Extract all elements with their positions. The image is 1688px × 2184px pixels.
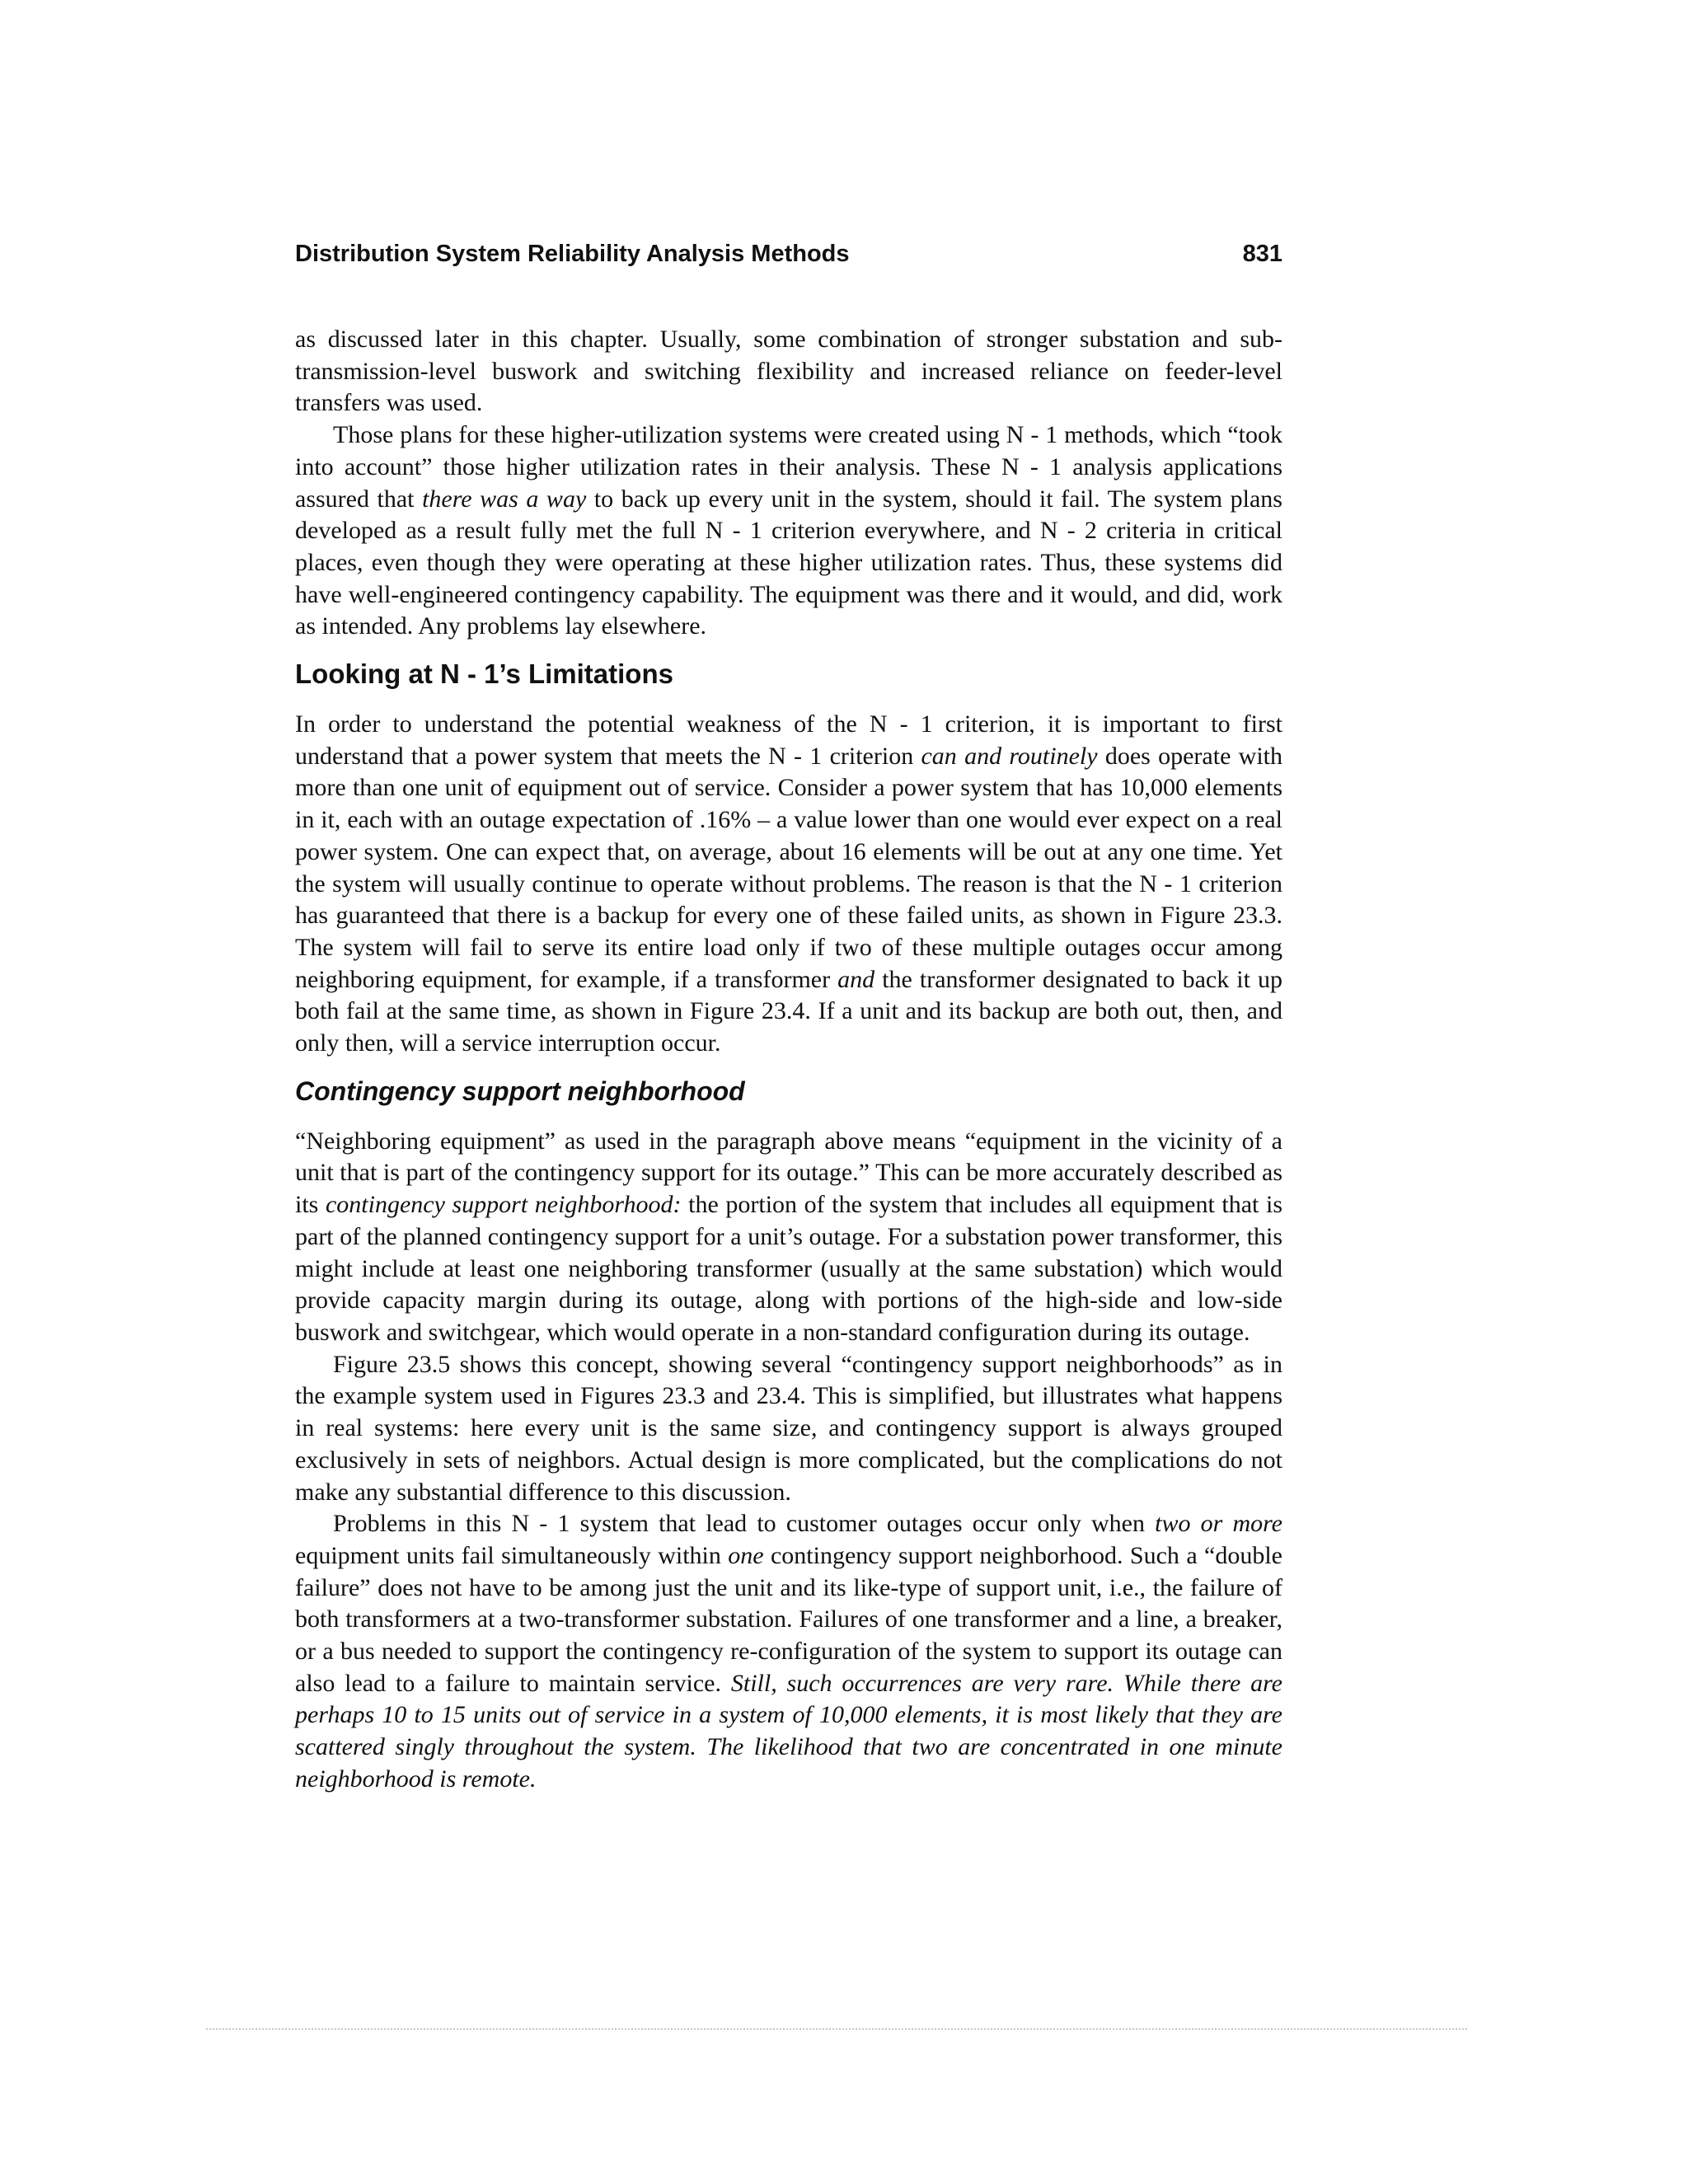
emphasis-text: contingency support neighborhood:: [325, 1191, 682, 1219]
paragraph-text: the portion of the system that includes all equipment that is part of the planned contingency support for a unit’s outage. For a substation power transformer, this might include at least one neighboring transformer (usually at the same substation) which would provide capacity margin during its outage, along with portions of the high-side and low-side buswork and switchgear, which would operate in a non-standard configuration during its outage.: [295, 1191, 1282, 1346]
paragraph-figure-23-5: [295, 1349, 1282, 1509]
paragraph-neighboring-equipment: [295, 1126, 1282, 1349]
paragraph-text: equipment units fail simultaneously within: [295, 1541, 729, 1569]
paragraph-text: “Neighboring equipment” as used in the paragraph above means “equipment in the vicinity of a unit that is part of the contingency support for its outage.” This can be more accurately described as its: [295, 1127, 1282, 1219]
paragraph-text: In order to understand the potential weakness of the N - 1 criterion, it is important to first understand that a power system that meets the N - 1 criterion: [295, 710, 1282, 770]
emphasis-text: can and routinely: [921, 742, 1098, 770]
emphasis-text: and: [837, 965, 875, 993]
paragraph-text: Those plans for these higher-utilization systems were created using N - 1 methods, which “took into account” those higher utilization rates in their analysis. These N - 1 analysis applications assured that: [295, 421, 1282, 513]
page-header: [295, 241, 1282, 274]
paragraph-n1-plans: [295, 419, 1282, 643]
paragraph-limitations: [295, 709, 1282, 1060]
section-heading-limitations: Looking at N - 1’s Limitations: [295, 658, 673, 690]
emphasis-text: Still, such occurrences are very rare. While there are perhaps 10 to 15 units out of service in a system of 10,000 elements, it is most likely that they are scattered singly throughout the system. The likelihood that two are concentrated in one minute neighborhood is remote.: [295, 1669, 1282, 1793]
page-number: 831: [1242, 241, 1282, 267]
paragraph-text: Figure 23.5 shows this concept, showing several “contingency support neighborhoods” as in the example system used in Figures 23.3 and 23.4. This is simplified, but illustrates what happens in real systems: here every unit is the same size, and contingency support is always grouped exclusively in sets of neighbors. Actual design is more complicated, but the complications do not make any substantial difference to this discussion.: [295, 1350, 1282, 1506]
running-title: Distribution System Reliability Analysis Methods: [295, 241, 850, 267]
subsection-heading-neighborhood: Contingency support neighborhood: [295, 1076, 745, 1106]
page-body: [295, 324, 1282, 1796]
paragraph-text: the transformer designated to back it up both fail at the same time, as shown in Figure 23.4. If a unit and its backup are both out, then, and only then, will a service interruption occur.: [295, 965, 1282, 1057]
emphasis-text: one: [728, 1541, 764, 1569]
paragraph-continuation: [295, 324, 1282, 419]
paragraph-text: contingency support neighborhood. Such a “double failure” does not have to be among just the unit and its like-type of support unit, i.e., the failure of both transformers at a two-transformer substation. Failures of one transformer and a line, a breaker, or a bus needed to support the contingency re-configuration of the system to support its outage can also lead to a failure to maintain service.: [295, 1541, 1283, 1697]
paragraph-text: Problems in this N - 1 system that lead to customer outages occur only when: [333, 1510, 1156, 1538]
paragraph-text: to back up every unit in the system, should it fail. The system plans developed as a result fully met the full N - 1 criterion everywhere, and N - 2 criteria in critical places, even though they were operating at these higher utilization rates. Thus, these systems did have well-engineered contingency capability. The equipment was there and it would, and did, work as intended. Any problems lay elsewhere.: [295, 485, 1282, 640]
paragraph-text: does operate with more than one unit of equipment out of service. Consider a power system that has 10,000 elements in it, each with an outage expectation of .16% – a value lower than one would ever expect on a real power system. One can expect that, on average, about 16 elements will be out at any one time. Yet the system will usually continue to operate without problems. The reason is that the N - 1 criterion has guaranteed that there is a backup for every one of these failed units, as shown in Figure 23.3. The system will fail to serve its entire load only if two of these multiple outages occur among neighboring equipment, for example, if a transformer: [295, 742, 1282, 993]
paragraph-text: as discussed later in this chapter. Usually, some combination of stronger substation and sub-transmission-level buswork and switching flexibility and increased reliance on feeder-level transfers was used.: [295, 326, 1282, 417]
emphasis-text: two or more: [1155, 1510, 1282, 1538]
paragraph-double-failure: [295, 1508, 1282, 1795]
emphasis-text: there was a way: [422, 485, 587, 513]
footer-scan-rule: [206, 2028, 1467, 2030]
